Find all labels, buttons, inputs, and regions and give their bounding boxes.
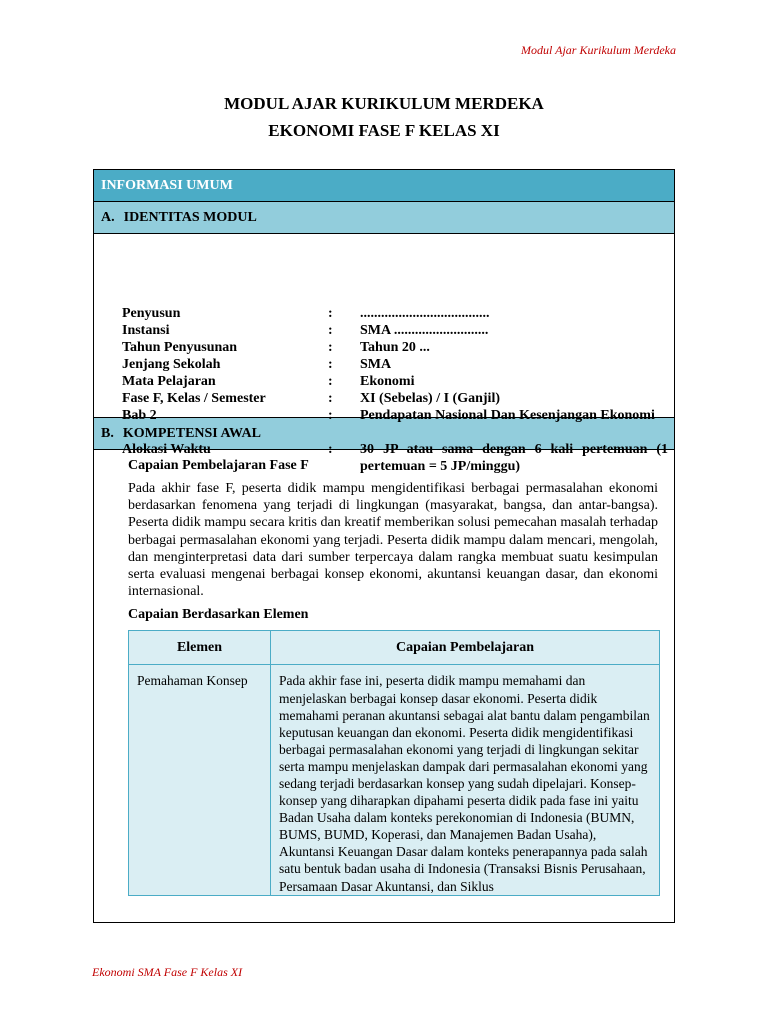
ident-label: Penyusun <box>122 306 181 321</box>
section-b-title: KOMPETENSI AWAL <box>122 425 261 441</box>
ident-label: Tahun Penyusunan <box>122 340 238 355</box>
ident-value: Pendapatan Nasional Dan Kesenjangan Ekonomi <box>360 408 655 423</box>
ident-value: Ekonomi <box>360 374 415 389</box>
ident-label: Mata Pelajaran <box>122 374 216 389</box>
ident-value: SMA ........................... <box>360 323 489 338</box>
ident-colon: : <box>328 306 333 321</box>
header-note: Modul Ajar Kurikulum Merdeka <box>521 43 676 57</box>
ident-value: Tahun 20 ... <box>360 340 430 355</box>
ident-label: Jenjang Sekolah <box>122 357 221 372</box>
capaian-elemen-heading: Capaian Berdasarkan Elemen <box>128 607 309 623</box>
table-header-row <box>129 631 660 665</box>
document-title: MODUL AJAR KURIKULUM MERDEKA <box>224 94 544 113</box>
ident-colon: : <box>328 323 333 338</box>
ident-colon: : <box>328 442 333 457</box>
ident-value: XI (Sebelas) / I (Ganjil) <box>360 391 500 406</box>
section-a-letter: A. <box>101 209 115 225</box>
ident-colon: : <box>328 408 333 423</box>
column-header-capaian: Capaian Pembelajaran <box>271 631 660 665</box>
footer-note: Ekonomi SMA Fase F Kelas XI <box>92 965 243 979</box>
ident-value: 30 JP atau sama dengan 6 kali pertemuan (1 pertemuan = 5 JP/minggu) <box>360 442 668 474</box>
capaian-fase-text: Pada akhir fase F, peserta didik mampu mengidentifikasi berbagai permasalahan ekonomi berdasarkan fenomena yang terjadi di lingkungan (masyarakat, bangsa, dan antar-bangsa). Peserta didik mampu secara kritis dan kreatif memberikan solusi pemecahan masalah terhadap berbagai permasalahan ekonomi yang terjadi. Peserta didik mampu dalam mencari, mengolah, dan menginterpretasi data dari sumber terpercaya dalam rangka membuat suatu kesimpulan serta evaluasi mengenai berbagai konsep ekonomi, akuntansi keuangan dasar, dan ekonomi internasional. <box>128 481 658 600</box>
info-umum-frame <box>93 169 675 923</box>
section-a-header <box>94 202 674 234</box>
ident-value: ..................................... <box>360 306 490 321</box>
ident-label: Fase F, Kelas / Semester <box>122 391 266 406</box>
ident-colon: : <box>328 357 333 372</box>
ident-colon: : <box>328 391 333 406</box>
column-header-elemen: Elemen <box>129 631 271 665</box>
capaian-fase-heading: Capaian Pembelajaran Fase F <box>128 458 309 473</box>
capaian-cell: Pada akhir fase ini, peserta didik mampu memahami dan menjelaskan berbagai konsep dasar ekonomi. Peserta didik memahami peranan akuntansi sebagai alat bantu dalam pengambilan keputusan keuangan dan ekonomi. Peserta didik mengidentifikasi berbagai permasalahan ekonomi yang terjadi di lingkungan sekitar serta mampu menjelaskan dampak dari permasalahan ekonomi yang sedang terjadi berdasarkan konsep yang sudah dipelajari. Konsep-konsep yang diharapkan dipahami peserta didik pada fase ini yaitu Badan Usaha dalam konteks perekonomian di Indonesia (BUMN, BUMS, BUMD, Koperasi, dan Manajemen Badan Usaha), Akuntansi Keuangan Dasar dalam konteks penerapannya pada salah satu bentuk badan usaha di Indonesia (Transaksi Bisnis Perusahaan, Persamaan Dasar Akuntansi, dan Siklus <box>271 665 660 895</box>
elemen-cell: Pemahaman Konsep <box>129 665 271 895</box>
ident-label: Alokasi Waktu <box>122 442 211 457</box>
ident-value: SMA <box>360 357 392 372</box>
ident-label: Instansi <box>122 323 170 338</box>
info-umum-header <box>94 170 674 202</box>
document-subtitle: EKONOMI FASE F KELAS XI <box>268 121 500 140</box>
ident-label: Bab 2 <box>122 408 157 423</box>
section-b-letter: B. <box>101 425 114 441</box>
kompetensi-awal <box>94 458 674 896</box>
ident-colon: : <box>328 340 333 355</box>
capaian-elemen-table <box>128 630 660 895</box>
section-a-title: IDENTITAS MODUL <box>123 209 257 225</box>
ident-colon: : <box>328 374 333 389</box>
info-umum-label: INFORMASI UMUM <box>101 177 233 193</box>
table-row <box>129 665 660 895</box>
